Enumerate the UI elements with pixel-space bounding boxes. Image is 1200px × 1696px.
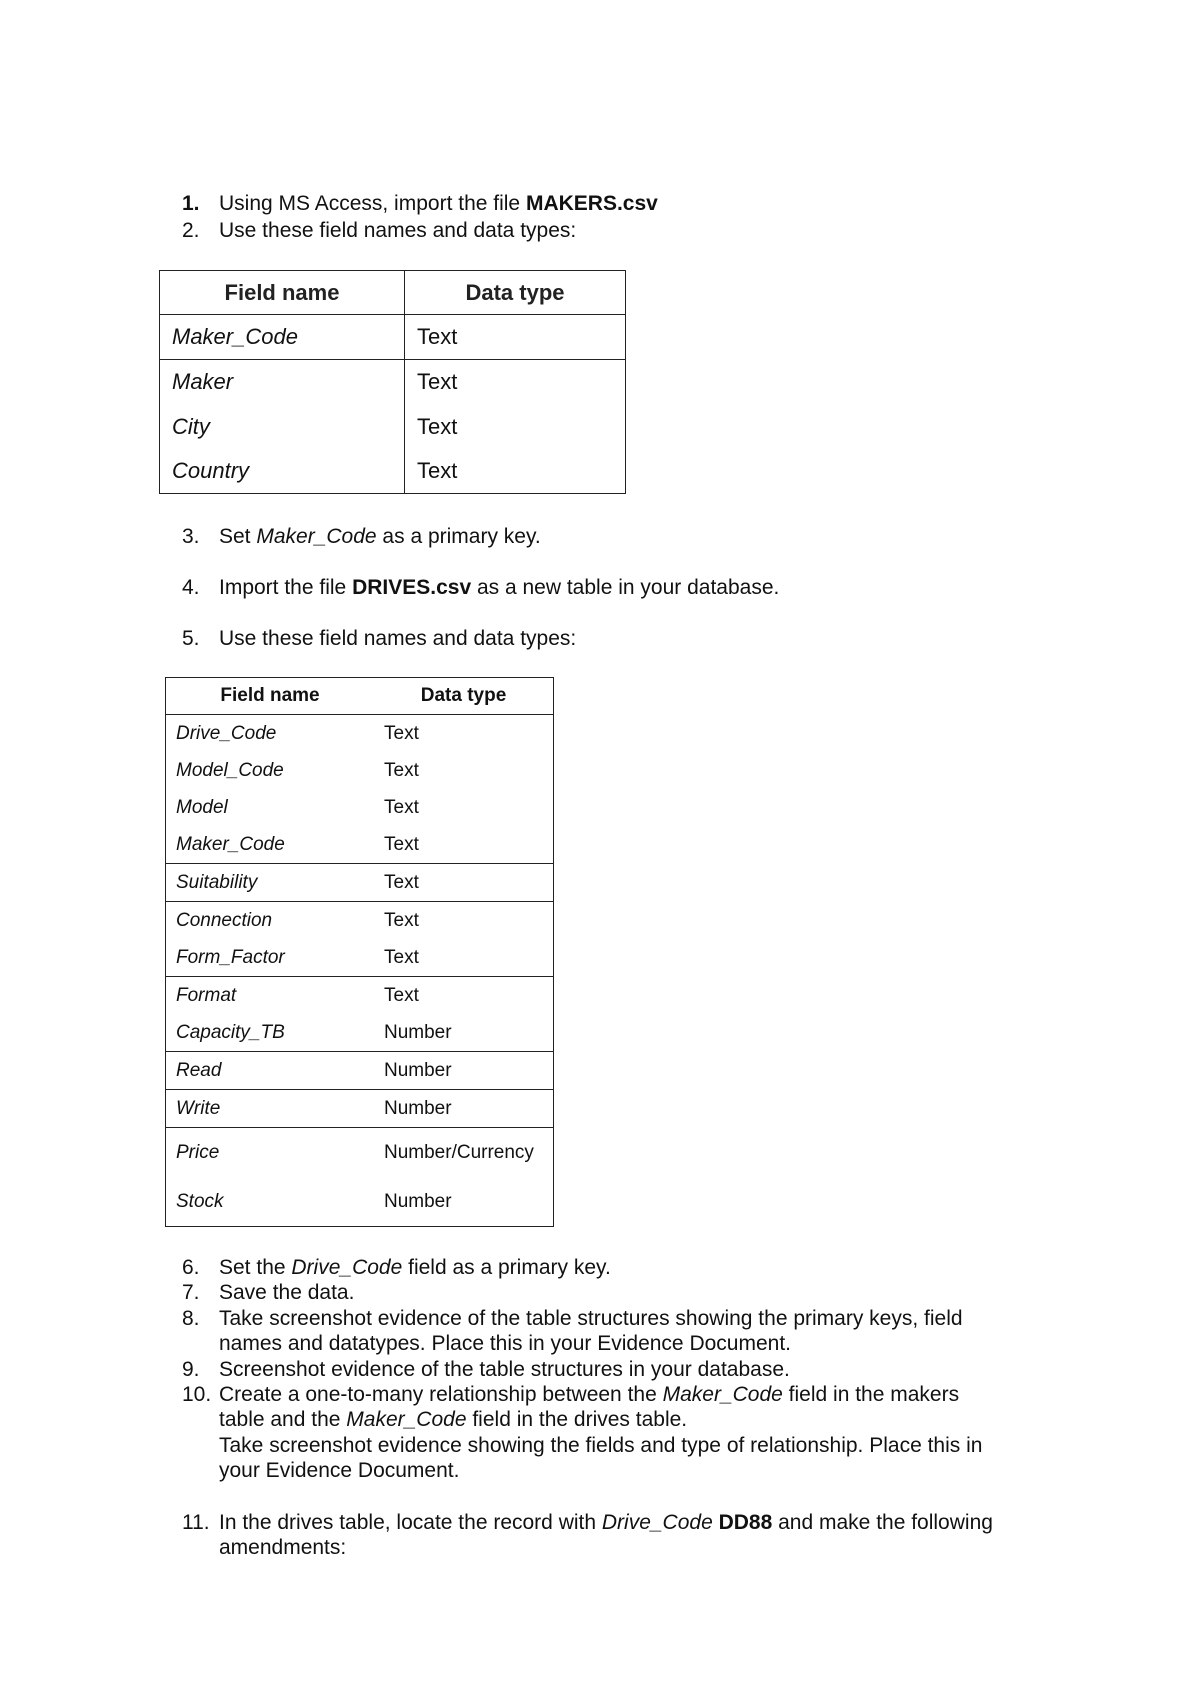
table-row (160, 404, 626, 449)
data-type: Number (374, 1090, 554, 1128)
step-number: 9. (182, 1358, 200, 1381)
data-type: Text (374, 864, 554, 902)
field-name: Model_Code (176, 759, 284, 781)
step-text: Use these field names and data types: (219, 219, 577, 242)
step-text: Set Maker_Code as a primary key. (219, 525, 541, 548)
field-name: Maker (160, 360, 405, 405)
field-name: Capacity_TB (176, 1021, 285, 1043)
data-type: Text (405, 404, 626, 449)
step-text: Set the Drive_Code field as a primary key. (219, 1256, 611, 1279)
step-text: In the drives table, locate the record with Drive_Code DD88 and make the following (219, 1511, 993, 1534)
step-text: your Evidence Document. (219, 1459, 460, 1482)
field-name: Connection (166, 902, 375, 940)
table-row (166, 977, 554, 1015)
table-row (166, 752, 554, 789)
field-name: City (160, 404, 405, 449)
step-number: 6. (182, 1256, 200, 1279)
step-text: Using MS Access, import the file MAKERS.csv (219, 192, 658, 215)
field-name: Price (166, 1128, 375, 1178)
table-row (166, 864, 554, 902)
data-type: Number (384, 1190, 452, 1212)
field-name: Drive_Code (176, 722, 277, 744)
field-ref: Maker_Code (662, 1383, 783, 1406)
table-row (160, 315, 626, 360)
table-row (166, 1052, 554, 1090)
step-text: Take screenshot evidence of the table structures showing the primary keys, field (219, 1307, 963, 1330)
table-row (166, 789, 554, 826)
data-type: Text (384, 759, 419, 781)
field-name: Format (166, 977, 375, 1015)
data-type: Text (384, 796, 419, 818)
data-type: Text (405, 449, 626, 494)
step-number: 4. (182, 576, 200, 599)
data-type: Text (374, 977, 554, 1015)
field-name: Suitability (166, 864, 375, 902)
step-number: 1. (182, 192, 200, 215)
step-text: Create a one-to-many relationship between the Maker_Code field in the makers (219, 1383, 960, 1406)
step-text: Import the file DRIVES.csv as a new table in your database. (219, 576, 780, 599)
step-text: Screenshot evidence of the table structures in your database. (219, 1358, 790, 1381)
table-row (160, 449, 626, 494)
field-name: Country (160, 449, 405, 494)
filename: DRIVES.csv (352, 576, 472, 599)
table-row (166, 715, 554, 753)
table-row (166, 939, 554, 977)
field-name: Maker_Code (176, 833, 285, 855)
field-name-header: Field name (160, 271, 405, 315)
step-text: Use these field names and data types: (219, 627, 577, 650)
step-number: 7. (182, 1281, 200, 1304)
field-name: Model (176, 796, 228, 818)
step-number: 3. (182, 525, 200, 548)
field-name: Write (166, 1090, 375, 1128)
data-type-header: Data type (374, 678, 554, 715)
data-type: Text (374, 902, 554, 940)
step-text: names and datatypes. Place this in your Evidence Document. (219, 1332, 791, 1355)
step-number: 8. (182, 1307, 200, 1330)
table-header (160, 271, 626, 315)
data-type: Number (374, 1052, 554, 1090)
field-ref: Drive_Code (291, 1256, 403, 1279)
drives-field-table (165, 677, 554, 1227)
field-ref: Maker_Code (256, 525, 377, 548)
data-type: Text (405, 315, 626, 360)
step-text: table and the Maker_Code field in the drives table. (219, 1408, 688, 1431)
step-text: Take screenshot evidence showing the fields and type of relationship. Place this in (219, 1434, 983, 1457)
data-type: Number/Currency (374, 1128, 554, 1178)
step-text: Save the data. (219, 1281, 355, 1304)
field-ref: Maker_Code (346, 1408, 467, 1431)
record-id: DD88 (712, 1511, 773, 1534)
step-number: 2. (182, 219, 200, 242)
step-number: 11. (182, 1511, 210, 1534)
table-row (166, 1014, 554, 1052)
field-name-header: Field name (166, 678, 375, 715)
data-type-header: Data type (405, 271, 626, 315)
table-row (166, 1177, 554, 1227)
makers-field-table (159, 270, 626, 494)
step-number: 5. (182, 627, 200, 650)
table-row (166, 902, 554, 940)
table-row (166, 1128, 554, 1178)
data-type: Text (384, 946, 419, 968)
table-row (160, 360, 626, 405)
data-type: Text (405, 360, 626, 405)
field-ref: Drive_Code (601, 1511, 713, 1534)
field-name: Stock (176, 1190, 224, 1212)
field-name: Maker_Code (160, 315, 405, 360)
table-row (166, 1090, 554, 1128)
step-text: amendments: (219, 1536, 347, 1559)
table-header (166, 678, 554, 715)
data-type: Number (384, 1021, 452, 1043)
table-row (166, 826, 554, 864)
filename: MAKERS.csv (525, 192, 658, 215)
data-type: Text (384, 722, 419, 744)
step-number: 10. (182, 1383, 212, 1406)
field-name: Form_Factor (176, 946, 285, 968)
field-name: Read (166, 1052, 375, 1090)
data-type: Text (384, 833, 419, 855)
